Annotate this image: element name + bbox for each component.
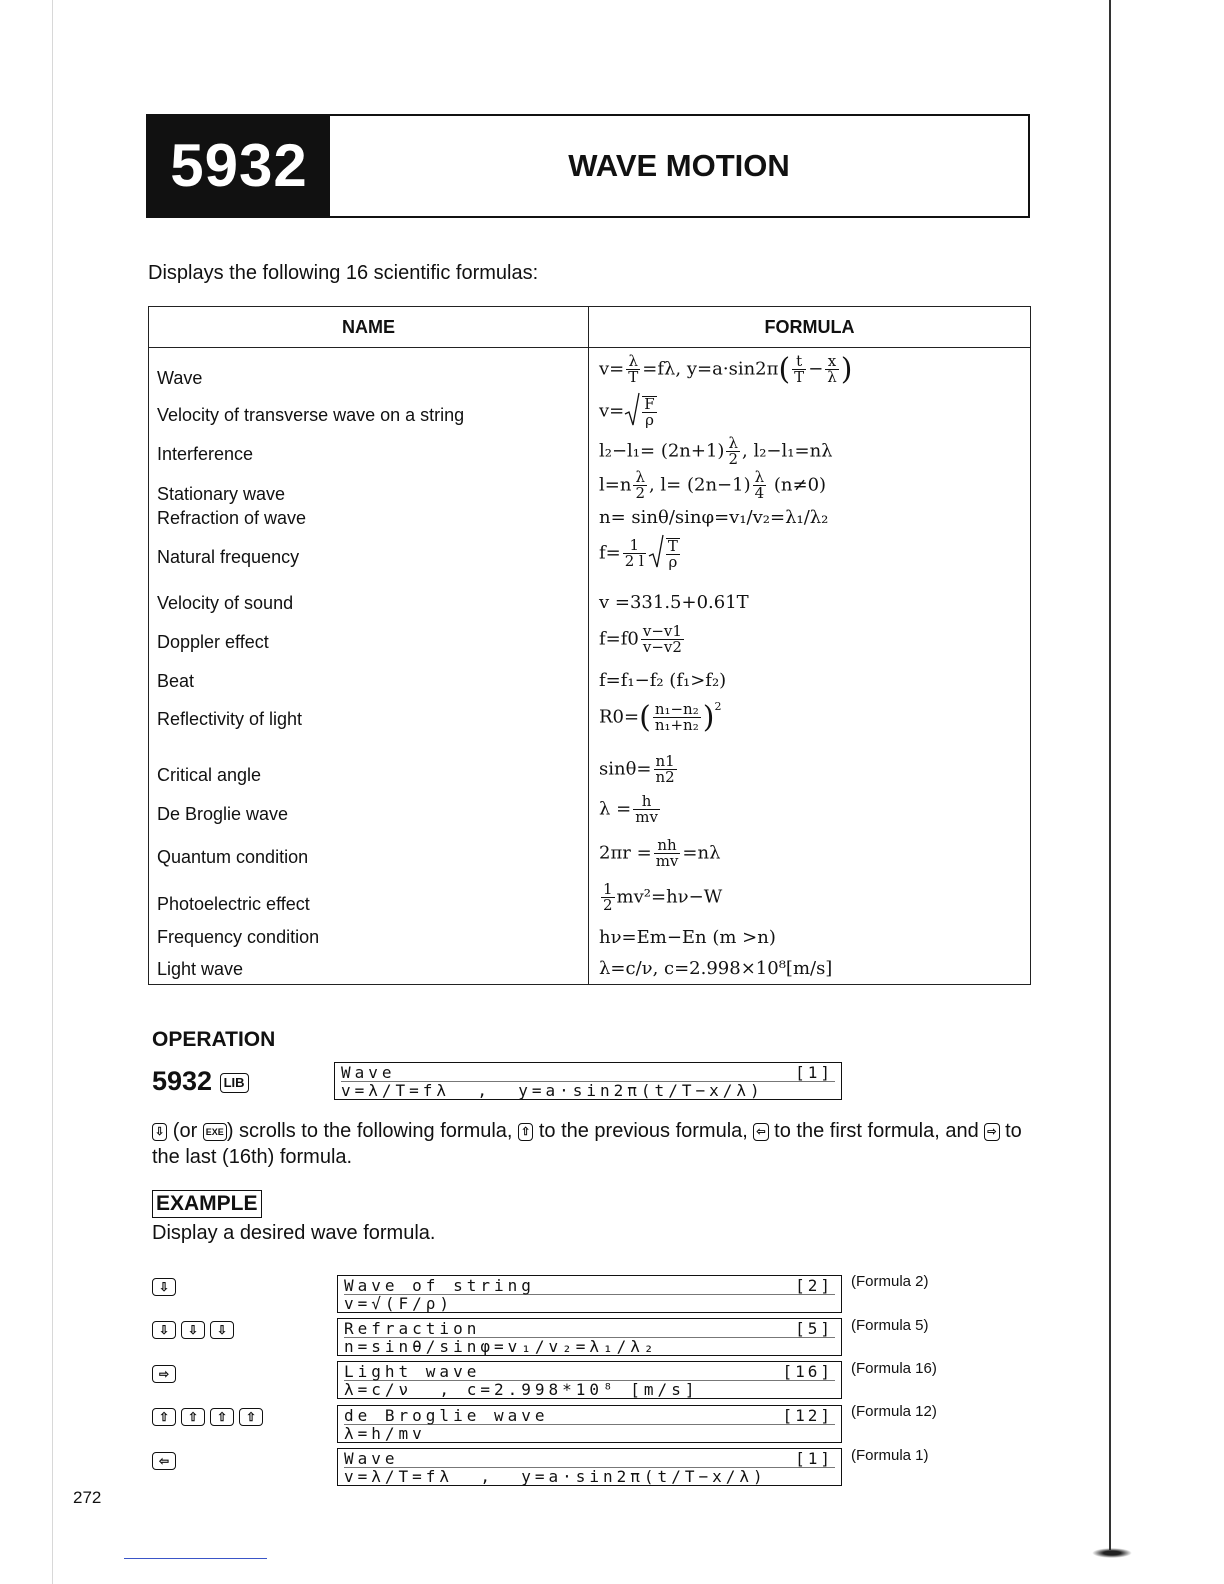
formula-list (589, 348, 1030, 984)
name-item: Critical angle (157, 765, 262, 785)
step-keys (152, 1365, 181, 1383)
formula-text: v= (599, 400, 625, 422)
denominator: T (794, 368, 805, 386)
operation-code-number: 5932 (152, 1066, 213, 1096)
denominator: 2 (635, 484, 645, 502)
numerator: λ (726, 436, 740, 452)
denominator: mv (655, 852, 679, 870)
down-arrow-key-icon: ⇩ (210, 1321, 234, 1339)
numerator: 1 (603, 880, 613, 898)
left-arrow-key-icon: ⇦ (753, 1123, 768, 1141)
name-list (149, 348, 588, 984)
step-note: (Formula 12) (851, 1403, 937, 1420)
display-line-1: de Broglie wave (344, 1406, 549, 1425)
desc-text: to the first formula, (774, 1120, 940, 1142)
display-index: [16] (782, 1362, 833, 1381)
name-item: Velocity of sound (157, 593, 294, 613)
step-display (337, 1318, 842, 1356)
display-line-1: Wave (344, 1449, 399, 1468)
example-title: EXAMPLE (152, 1190, 262, 1218)
name-item: Beat (157, 671, 195, 691)
display-line-2: v=λ/T=fλ , y=a·sin2π(t/T−x/λ) (341, 1081, 835, 1099)
step-keys (152, 1452, 181, 1470)
formula-text: (n≠0) (768, 474, 827, 496)
intro-text: Displays the following 16 scientific formulas: (148, 262, 539, 284)
numerator: t (792, 354, 806, 370)
denominator: mv (635, 808, 658, 826)
operation-description (152, 1118, 1042, 1170)
denominator: ρ (645, 410, 654, 429)
down-arrow-key-icon: ⇩ (152, 1278, 176, 1296)
denominator: ρ (668, 552, 678, 571)
step-note: (Formula 1) (851, 1447, 929, 1464)
formula-table (148, 306, 1031, 985)
operation-code (152, 1066, 249, 1097)
example-description: Display a desired wave formula. (152, 1222, 436, 1244)
numerator: λ (633, 470, 647, 486)
step-display (337, 1275, 842, 1313)
name-item: De Broglie wave (157, 804, 289, 824)
numerator: F (644, 394, 655, 413)
numerator: λ (626, 354, 640, 370)
formula-text: f= (599, 542, 621, 564)
display-line-2: λ=c/ν , c=2.998*10⁸ [m/s] (344, 1380, 835, 1398)
name-item: Wave (157, 368, 203, 388)
numerator: n1 (655, 752, 675, 770)
desc-text: to the last (16th) formula. (152, 1120, 1022, 1168)
name-item: Quantum condition (157, 847, 309, 867)
desc-text: ) scrolls to the following formula, (226, 1120, 513, 1142)
formula-text: R0= (599, 706, 640, 728)
step-note: (Formula 5) (851, 1317, 929, 1334)
name-column-header: NAME (149, 307, 589, 348)
bottom-rule (124, 1558, 267, 1559)
numerator: nh (654, 838, 681, 854)
display-index: [5] (795, 1319, 833, 1338)
numerator: 1 (623, 538, 646, 554)
formula-velocity-of-sound: v =331.5+0.61T (599, 592, 749, 613)
formula-refraction: n= sinθ/sinφ=v₁/v₂=λ₁/λ₂ (599, 507, 829, 528)
formula-text: 2πr = (599, 842, 652, 864)
name-item: Natural frequency (157, 547, 300, 567)
display-line-1: Wave of string (344, 1276, 535, 1295)
display-line-1: Wave (341, 1063, 396, 1082)
binding-mark (1092, 1548, 1132, 1558)
formula-stationary-wave (599, 470, 826, 501)
formula-interference (599, 436, 833, 467)
left-margin-line (52, 0, 53, 1584)
formula-text: , l₂−l₁=nλ (742, 440, 833, 462)
display-line-2: v=λ/T=fλ , y=a·sin2π(t/T−x/λ) (344, 1467, 835, 1485)
formula-text: mv²=hν−W (616, 886, 723, 908)
display-line-1: Light wave (344, 1362, 481, 1381)
numerator: h (633, 794, 660, 810)
formula-quantum-condition (599, 838, 721, 869)
formula-column-header: FORMULA (589, 307, 1031, 348)
down-arrow-key-icon: ⇩ (181, 1321, 205, 1339)
display-line-2: λ=h/mv (344, 1424, 835, 1442)
up-arrow-key-icon: ⇧ (181, 1408, 205, 1426)
up-arrow-key-icon: ⇧ (239, 1408, 263, 1426)
numerator: v−v1 (642, 622, 682, 640)
numerator: n₁−n₂ (654, 700, 699, 718)
formula-wave: v= $\frac{\lambda}{T}$ =fλ, y=a·sin2π( $\frac{t}{T}$ − $\frac{x}{\lambda}$ ) (599, 352, 853, 387)
name-item: Photoelectric effect (157, 894, 310, 914)
down-arrow-key-icon: ⇩ (152, 1321, 176, 1339)
name-item: Doppler effect (157, 632, 269, 652)
numerator: λ (753, 470, 767, 486)
denominator: v−v2 (642, 638, 682, 656)
name-item: Velocity of transverse wave on a string (157, 405, 465, 425)
lib-key-icon: LIB (220, 1073, 249, 1093)
desc-text: and (945, 1120, 979, 1142)
formula-natural-frequency (599, 534, 682, 573)
step-display (337, 1405, 842, 1443)
denominator: 4 (754, 484, 765, 502)
section-header (146, 114, 1030, 218)
exponent: 2 (714, 700, 722, 713)
step-note: (Formula 2) (851, 1273, 929, 1290)
formula-text: l=n (599, 474, 632, 496)
section-title: WAVE MOTION (568, 148, 790, 183)
formula-frequency-condition: hν=Em−En (m >n) (599, 927, 776, 948)
exe-key-icon: EXE (203, 1123, 227, 1141)
up-arrow-key-icon: ⇧ (518, 1123, 533, 1141)
name-item: Reflectivity of light (157, 709, 303, 729)
formula-critical-angle (599, 754, 679, 785)
name-item: Frequency condition (157, 927, 320, 947)
page-number: 272 (73, 1488, 102, 1507)
desc-text: to the previous formula, (538, 1120, 748, 1142)
formula-text: λ = (599, 798, 632, 820)
formula-text: f=f0 (599, 628, 639, 650)
display-line-1: Refraction (344, 1319, 481, 1338)
up-arrow-key-icon: ⇧ (152, 1408, 176, 1426)
right-arrow-key-icon: ⇨ (984, 1123, 999, 1141)
denominator: T (628, 368, 639, 386)
operation-title: OPERATION (152, 1028, 276, 1051)
name-item: Refraction of wave (157, 508, 307, 528)
display-index: [12] (782, 1406, 833, 1425)
name-item: Stationary wave (157, 484, 286, 504)
up-arrow-key-icon: ⇧ (210, 1408, 234, 1426)
denominator: λ (827, 368, 837, 386)
display-index: [2] (795, 1276, 833, 1295)
program-code: 5932 (148, 116, 330, 216)
formula-de-broglie (599, 794, 662, 825)
down-arrow-key-icon: ⇩ (152, 1123, 167, 1141)
step-keys (152, 1278, 181, 1296)
desc-text: (or (172, 1120, 198, 1142)
display-index: [1] (795, 1063, 833, 1082)
denominator: 2 (603, 896, 613, 914)
denominator: 2 (728, 450, 739, 468)
numerator: x (825, 354, 839, 370)
step-note: (Formula 16) (851, 1360, 937, 1377)
formula-text: =fλ, y=a·sin2π (642, 358, 779, 380)
step-keys (152, 1408, 268, 1426)
step-display (337, 1448, 842, 1486)
step-display (337, 1361, 842, 1399)
operation-display (334, 1062, 842, 1100)
right-arrow-key-icon: ⇨ (152, 1365, 176, 1383)
sqrt-icon (624, 392, 640, 431)
display-line-2: v=√(F/ρ) (344, 1294, 835, 1312)
right-edge-line (1109, 0, 1111, 1550)
formula-text: l₂−l₁= (2n+1) (599, 440, 725, 462)
left-arrow-key-icon: ⇦ (152, 1452, 176, 1470)
denominator: 2 l (624, 552, 644, 570)
formula-text: − (808, 358, 824, 380)
formula-beat: f=f₁−f₂ (f₁>f₂) (599, 670, 727, 691)
formula-doppler (599, 624, 686, 655)
name-item: Light wave (157, 959, 244, 979)
numerator: T (667, 536, 678, 555)
name-item: Interference (157, 444, 254, 464)
formula-photoelectric (599, 882, 722, 913)
display-index: [1] (795, 1449, 833, 1468)
formula-text: , l= (2n−1) (648, 474, 751, 496)
sqrt-icon (648, 534, 664, 573)
denominator: n2 (655, 768, 675, 786)
formula-transverse-wave (599, 392, 659, 431)
formula-light-wave: λ=c/ν, c=2.998×10⁸[m/s] (599, 958, 833, 979)
formula-text: sinθ= (599, 758, 652, 780)
step-keys (152, 1321, 239, 1339)
formula-text: v= (599, 358, 625, 380)
formula-reflectivity: R0=( $\frac{\text{n₁−n₂}}{\text{n₁+n₂}}$ )$^2$ (599, 700, 722, 735)
denominator: n₁+n₂ (654, 716, 699, 734)
display-line-2: n=sinθ/sinφ=v₁/v₂=λ₁/λ₂ (344, 1337, 835, 1355)
formula-text: =nλ (682, 842, 721, 864)
